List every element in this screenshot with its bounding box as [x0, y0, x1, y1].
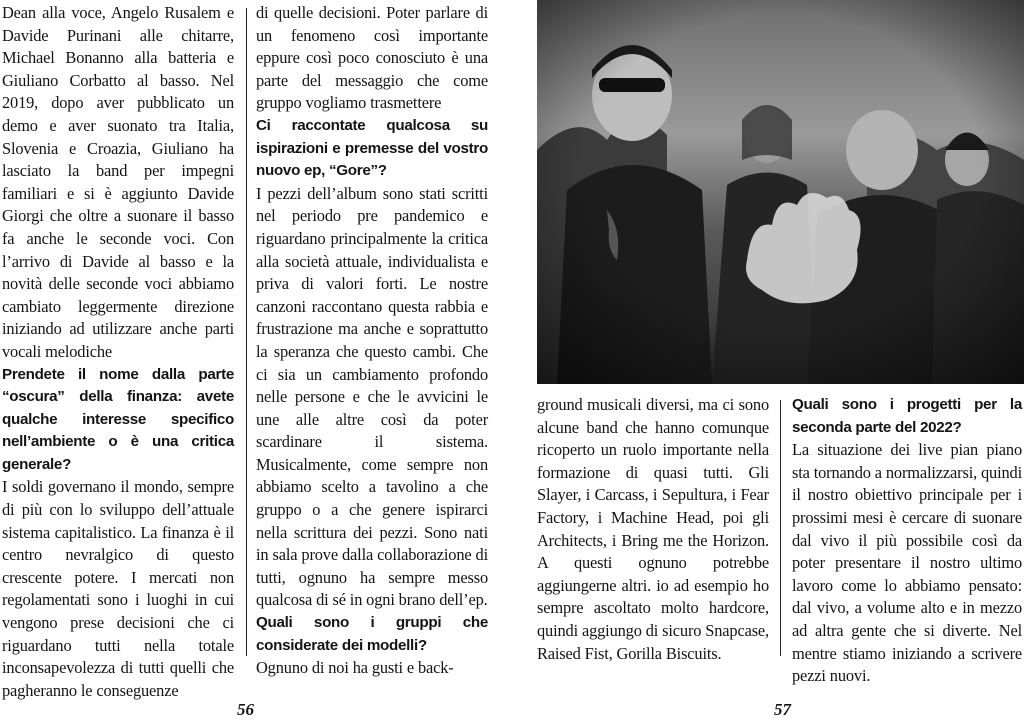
- left-page-column-1: [2, 2, 234, 700]
- body-paragraph: I soldi governano il mondo, sempre di più con lo sviluppo dell’attuale sistema capitalistico. La finanza è il centro nevralgico di questo crescente potere. I mercati non regolamentati sono i luoghi in cui vengono prese decisioni che ci riguardano tutti nella totale inconsapevolezza di tutti quelli che pagheranno le conseguenze: [2, 477, 234, 700]
- body-paragraph: La situazione dei live pian piano sta tornando a normalizzarsi, quindi il nostro obiettivo principale per i prossimi mesi è cercare di suonare dal vivo il più possibile così da poter presentare il nostro ultimo lavoro come lo abbiamo pensato: dal vivo, a volume alto e in mezzo ad altra gente che si diverte. Nel mentre stiamo iniziando a scrivere pezzi nuovi.: [792, 440, 1022, 686]
- body-paragraph: Dean alla voce, Angelo Rusalem e Davide Purinani alle chitarre, Michael Bonanno alla batteria e Giuliano Corbatto al basso. Nel 2019, dopo aver pubblicato un demo e aver suonato tra Italia, Slovenia e Croazia, Giuliano ha lasciato la band per impegni familiari e si è aggiunto Davide Giorgi che oltre a suonare il basso fa anche le seconde voci. Con l’arrivo di Davide al basso e la novità delle seconde voci abbiamo cambiato leggermente direzione iniziando ad utilizzare anche parti vocali melodiche: [2, 3, 234, 361]
- interview-question: Ci raccontate qualcosa su ispirazioni e premesse del vostro nuovo ep, “Gore”?: [256, 116, 488, 180]
- body-paragraph: Ognuno di noi ha gusti e back-: [256, 658, 454, 678]
- interview-question: Quali sono i progetti per la seconda parte del 2022?: [792, 396, 1022, 436]
- page-number-left: 56: [237, 700, 254, 719]
- column-divider-right: [780, 400, 781, 656]
- body-paragraph: I pezzi dell’album sono stati scritti nel periodo pre pandemico e riguardano principalmente la critica alla società attuale, individualista e priva di valori forti. Le nostre canzoni raccontano questa rabbia e frustrazione ma anche e soprattutto la speranza che questo cambi. Che ci sia un cambiamento profondo nelle persone e che le avvicini le une alle altre così da poter scardinare il sistema. Musicalmente, come sempre non abbiamo scelto a tavolino a che gruppo o a che genere ispirarci nella scrittura dei pezzi. Sono nati in sala prove dalla collaborazione di tutti, ognuno ha sempre messo qualcosa di sé in ogni brano dell’ep.: [256, 183, 488, 610]
- band-photo: [537, 0, 1024, 384]
- band-photo-illustration: [537, 0, 1024, 384]
- body-paragraph: di quelle decisioni. Poter parlare di un fenomeno così importante eppure così poco conosciuto è una parte del messaggio che come gruppo vogliamo trasmettere: [256, 3, 488, 113]
- interview-question: Prendete il nome dalla parte “oscura” della finanza: avete qualche interesse specifico nell’ambiente o è una critica generale?: [2, 365, 234, 473]
- interview-question: Quali sono i gruppi che considerate dei modelli?: [256, 614, 488, 654]
- right-page-column-2: [792, 394, 1022, 686]
- body-paragraph: ground musicali diversi, ma ci sono alcune band che hanno comunque ricoperto un ruolo importante nella formazione di quasi tutti. Gli Slayer, i Carcass, i Sepultura, i Fear Factory, i Machine Head, poi gli Architects, i Bring me the Horizon. A questi ognuno potrebbe aggiungerne altri. io ad esempio ho sempre ascoltato molto hardcore, quindi aggiungo di sicuro Snapcase, Raised Fist, Gorilla Biscuits.: [537, 395, 769, 663]
- column-divider-left: [246, 8, 247, 656]
- page-number-right: 57: [774, 700, 791, 719]
- right-page-column-1: [537, 394, 769, 679]
- left-page-column-2: [256, 2, 488, 678]
